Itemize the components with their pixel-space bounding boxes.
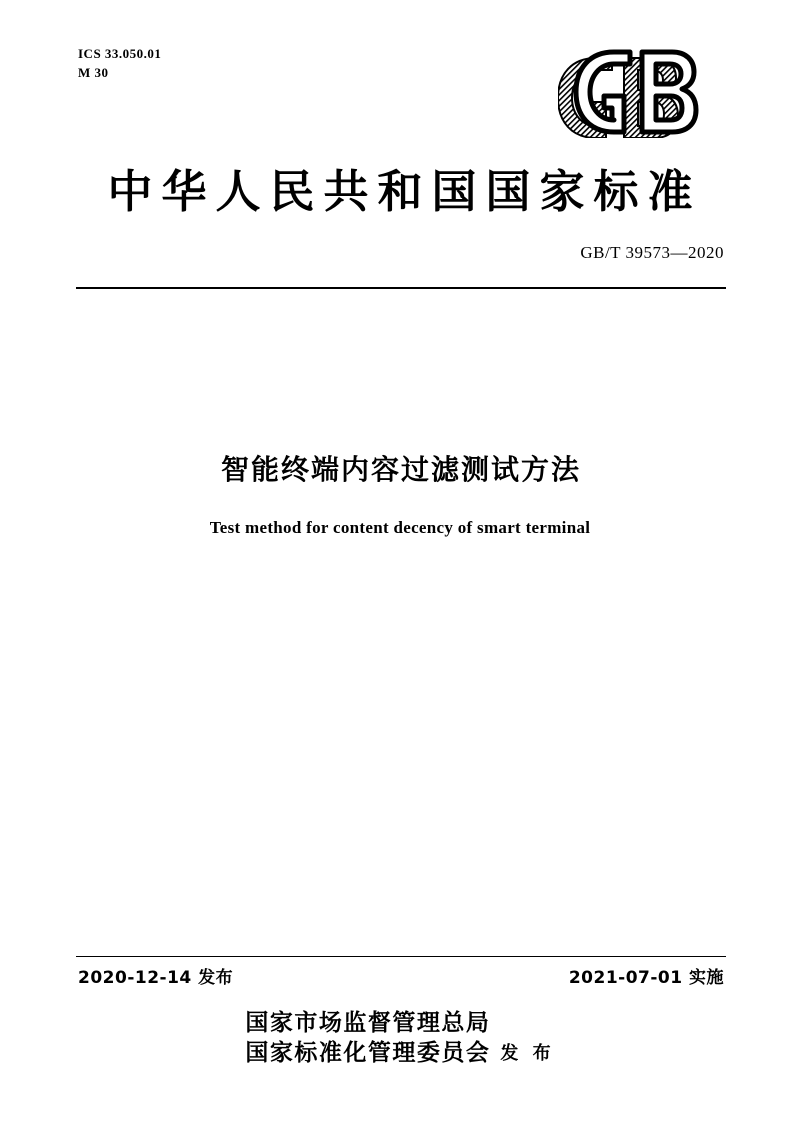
standard-number: GB/T 39573—2020 <box>580 243 724 262</box>
ics-classification-block <box>78 44 161 82</box>
publisher-block <box>0 1008 800 1068</box>
ics-number: ICS 33.050.01 <box>78 46 162 61</box>
publisher-line-1: 国家市场监督管理总局 <box>245 1010 491 1036</box>
publisher-names <box>245 1008 490 1068</box>
document-title-english: Test method for content decency of smart terminal <box>209 518 591 537</box>
ccs-number: M 30 <box>78 65 109 80</box>
effective-date: 2021-07-01 实施 <box>568 968 724 988</box>
gb-logo-icon <box>558 46 728 138</box>
publisher-verb: 发 布 <box>500 1043 555 1064</box>
national-standard-title: 中华人民共和国国家标准 <box>107 165 702 218</box>
document-title-chinese: 智能终端内容过滤测试方法 <box>220 453 581 486</box>
issue-date: 2020-12-14 发布 <box>78 968 234 988</box>
divider-top <box>76 287 726 289</box>
divider-bottom <box>76 956 726 957</box>
publisher-line-2: 国家标准化管理委员会 <box>245 1040 491 1066</box>
